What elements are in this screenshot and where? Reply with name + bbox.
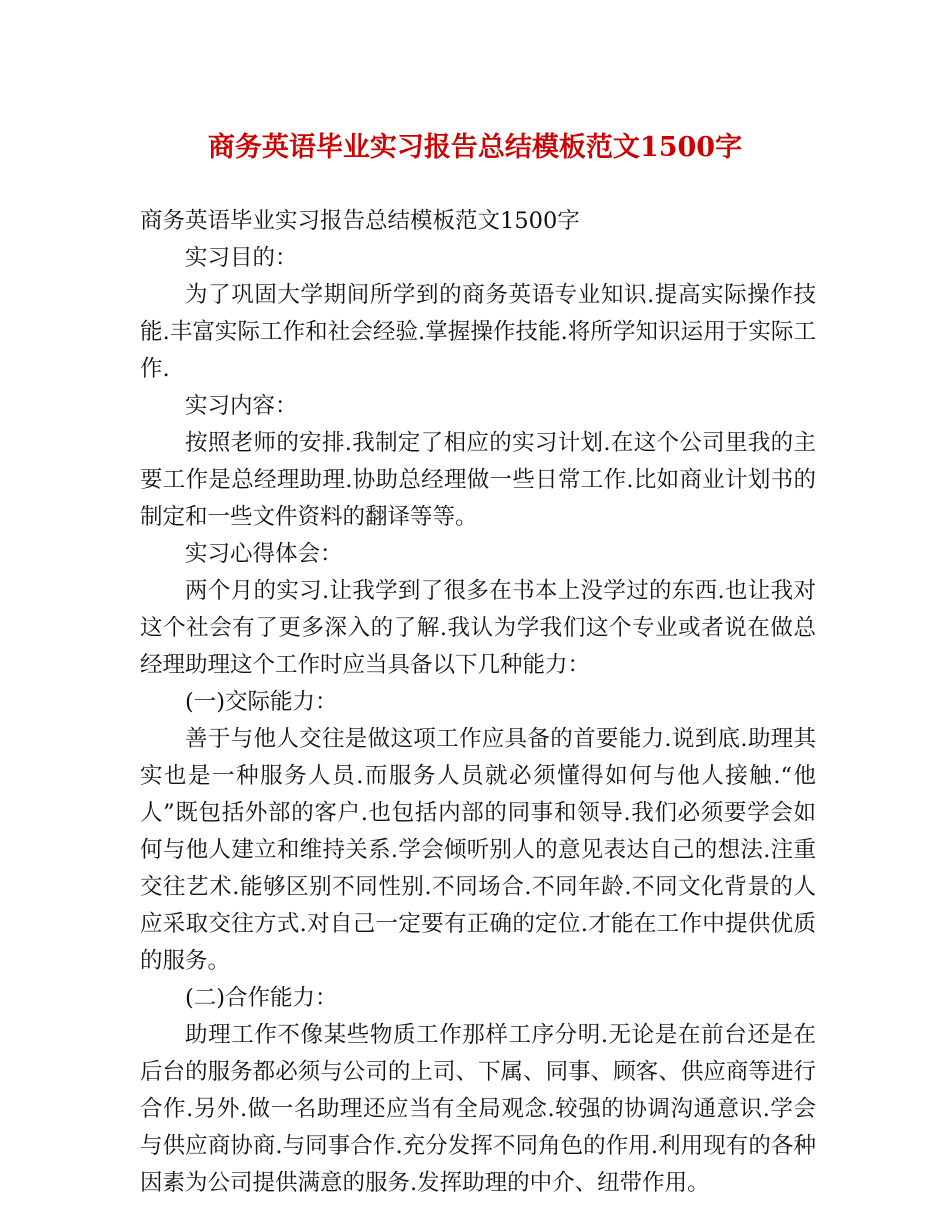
paragraph-cooperation: 助理工作不像某些物质工作那样工序分明.无论是在前台还是在后台的服务都必须与公司的上司、下属、同事、顾客、供应商等进行合作.另外.做一名助理还应当有全局观念.较强的协调沟通意识.学会与供应商协商.与同事合作.充分发挥不同角色的作用.利用现有的各种因素为公司提供满意的服务.发挥助理的中介、纽带作用。 <box>140 1022 816 1196</box>
paragraph-experience: 两个月的实习.让我学到了很多在书本上没学过的东西.也让我对这个社会有了更多深入的了解.我认为学我们这个专业或者说在做总经理助理这个工作时应当具备以下几种能力： <box>140 578 816 678</box>
subtitle-line: 商务英语毕业实习报告总结模板范文1500字 <box>140 208 580 234</box>
section-heading-experience: 实习心得体会： <box>185 541 343 567</box>
document-title: 商务英语毕业实习报告总结模板范文1500字 <box>207 132 743 163</box>
subheading-communication: (一)交际能力： <box>185 689 338 715</box>
subheading-cooperation: (二)合作能力： <box>185 985 338 1011</box>
paragraph-content: 按照老师的安排.我制定了相应的实习计划.在这个公司里我的主要工作是总经理助理.协助总经理做一些日常工作.比如商业计划书的制定和一些文件资料的翻译等等。 <box>140 430 816 530</box>
section-heading-purpose: 实习目的： <box>185 245 298 271</box>
document-body <box>140 203 816 1202</box>
section-heading-content: 实习内容： <box>185 393 298 419</box>
paragraph-purpose: 为了巩固大学期间所学到的商务英语专业知识.提高实际操作技能.丰富实际工作和社会经验.掌握操作技能.将所学知识运用于实际工作. <box>140 282 816 382</box>
paragraph-communication: 善于与他人交往是做这项工作应具备的首要能力.说到底.助理其实也是一种服务人员.而服务人员就必须懂得如何与他人接触.“他人”既包括外部的客户.也包括内部的同事和领导.我们必须要学会如何与他人建立和维持关系.学会倾听别人的意见表达自己的想法.注重交往艺术.能够区别不同性别.不同场合.不同年龄.不同文化背景的人应采取交往方式.对自己一定要有正确的定位.才能在工作中提供优质的服务。 <box>140 726 816 974</box>
